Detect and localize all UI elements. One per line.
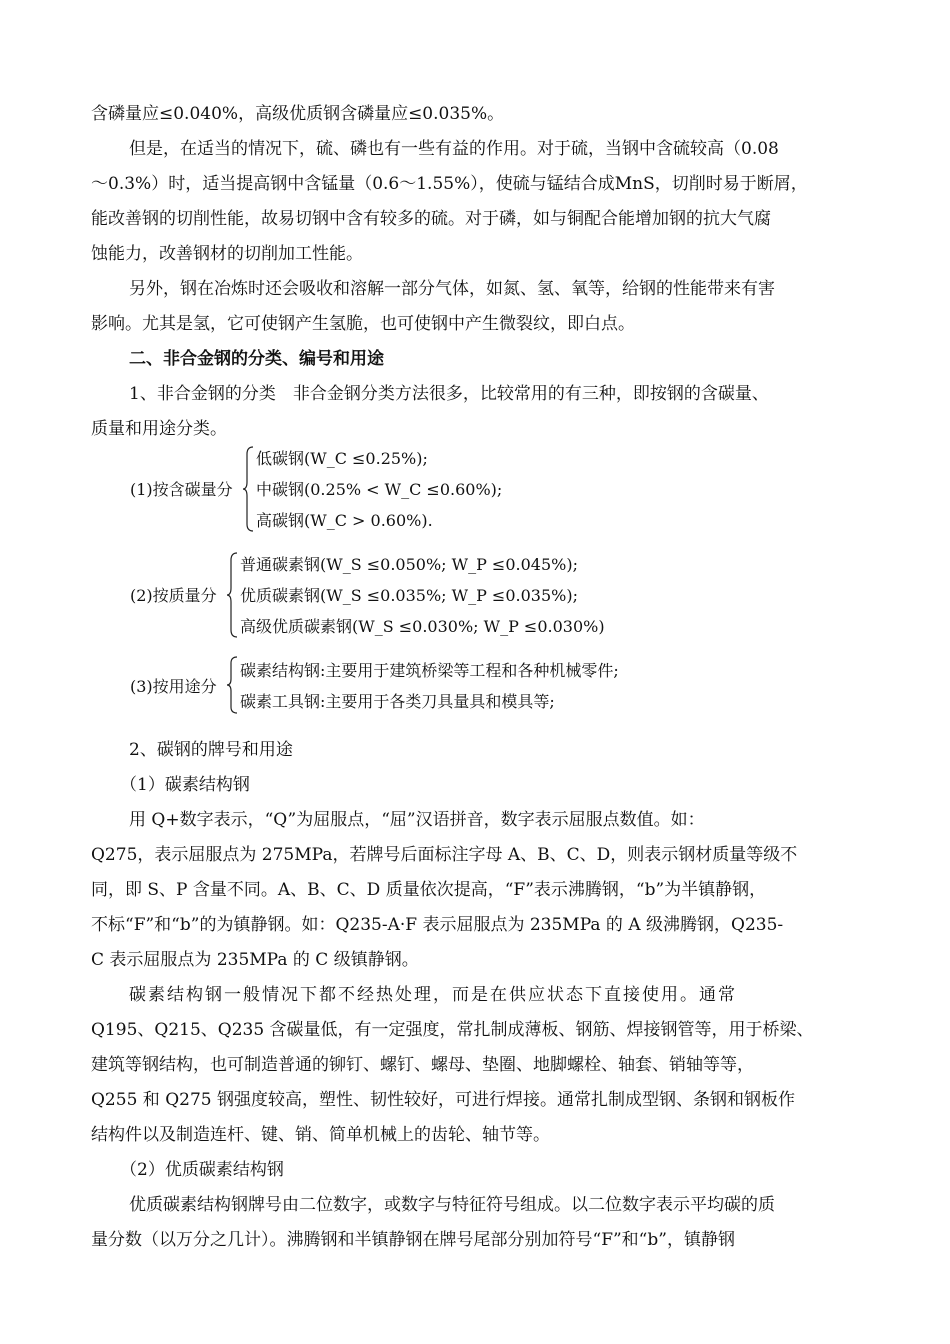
- paragraph-line: 量分数（以万分之几计）。沸腾钢和半镇静钢在牌号尾部分别加符号“F”和“b”，镇静钢: [91, 1230, 735, 1250]
- classification-item: 高级优质碳素钢(W_S ≤0.030%; W_P ≤0.030%): [240, 617, 605, 636]
- paragraph-line: 但是，在适当的情况下，硫、磷也有一些有益的作用。对于硫，当钢中含硫较高（0.08: [129, 139, 779, 159]
- paragraph-line: 1、非合金钢的分类 非合金钢分类方法很多，比较常用的有三种，即按钢的含碳量、: [129, 384, 769, 404]
- paragraph-line: 碳素结构钢一般情况下都不经热处理，而是在供应状态下直接使用。通常: [129, 985, 737, 1005]
- paragraph-line: 用 Q+数字表示，“Q”为屈服点，“屈”汉语拼音，数字表示屈服点数值。如：: [129, 810, 705, 830]
- subsection-heading: （2）优质碳素结构钢: [120, 1160, 284, 1180]
- classification-item: 高碳钢(W_C > 0.60%).: [256, 511, 433, 530]
- classification-item: 碳素工具钢:主要用于各类刀具量具和模具等;: [240, 692, 555, 711]
- paragraph-line: 影响。尤其是氢，它可使钢产生氢脆，也可使钢中产生微裂纹，即白点。: [91, 314, 635, 334]
- classification-item: 碳素结构钢:主要用于建筑桥梁等工程和各种机械零件;: [240, 661, 619, 680]
- paragraph-line: 蚀能力，改善钢材的切削加工性能。: [91, 244, 363, 264]
- classification-label-use: (3)按用途分: [130, 677, 217, 696]
- classification-item: 优质碳素钢(W_S ≤0.035%; W_P ≤0.035%);: [240, 586, 578, 605]
- paragraph-line: Q255 和 Q275 钢强度较高，塑性、韧性较好，可进行焊接。通常扎制成型钢、条钢和钢板作: [91, 1090, 795, 1110]
- section-heading: 二、非合金钢的分类、编号和用途: [129, 349, 384, 369]
- paragraph-line: 能改善钢的切削性能，故易切钢中含有较多的硫。对于磷，如与铜配合能增加钢的抗大气腐: [91, 209, 771, 229]
- subsection-heading: 2、碳钢的牌号和用途: [129, 740, 293, 760]
- brace-icon: [242, 446, 254, 532]
- paragraph-line: Q195、Q215、Q235 含碳量低，有一定强度，常扎制成薄板、钢筋、焊接钢管等，用于桥梁、: [91, 1020, 814, 1040]
- paragraph-line: 不标“F”和“b”的为镇静钢。如：Q235-A·F 表示屈服点为 235MPa 的 A 级沸腾钢，Q235-: [91, 915, 784, 935]
- classification-label-carbon: (1)按含碳量分: [130, 480, 233, 499]
- paragraph-line: 结构件以及制造连杆、键、销、简单机械上的齿轮、轴节等。: [91, 1125, 550, 1145]
- classification-item: 中碳钢(0.25% < W_C ≤0.60%);: [256, 480, 503, 499]
- classification-label-quality: (2)按质量分: [130, 586, 217, 605]
- classification-item: 普通碳素钢(W_S ≤0.050%; W_P ≤0.045%);: [240, 555, 578, 574]
- brace-icon: [226, 552, 238, 638]
- text-line: 含磷量应≤0.040%，高级优质钢含磷量应≤0.035%。: [91, 104, 505, 124]
- paragraph-line: C 表示屈服点为 235MPa 的 C 级镇静钢。: [91, 950, 419, 970]
- paragraph-line: 建筑等钢结构，也可制造普通的铆钉、螺钉、螺母、垫圈、地脚螺栓、轴套、销轴等等，: [91, 1055, 754, 1075]
- subsection-heading: （1）碳素结构钢: [120, 775, 250, 795]
- paragraph-line: Q275，表示屈服点为 275MPa，若牌号后面标注字母 A、B、C、D，则表示钢材质量等级不: [91, 845, 798, 865]
- paragraph-line: 另外，钢在冶炼时还会吸收和溶解一部分气体，如氮、氢、氧等，给钢的性能带来有害: [129, 279, 775, 299]
- paragraph-line: ～0.3%）时，适当提高钢中含锰量（0.6～1.55%），使硫与锰结合成MnS，切削时易于断屑，: [91, 174, 808, 194]
- classification-item: 低碳钢(W_C ≤0.25%);: [256, 449, 428, 468]
- paragraph-line: 同，即 S、P 含量不同。A、B、C、D 质量依次提高，“F”表示沸腾钢，“b”为半镇静钢，: [91, 880, 767, 900]
- brace-icon: [226, 656, 238, 714]
- paragraph-line: 质量和用途分类。: [91, 419, 227, 439]
- paragraph-line: 优质碳素结构钢牌号由二位数字，或数字与特征符号组成。以二位数字表示平均碳的质: [129, 1195, 775, 1215]
